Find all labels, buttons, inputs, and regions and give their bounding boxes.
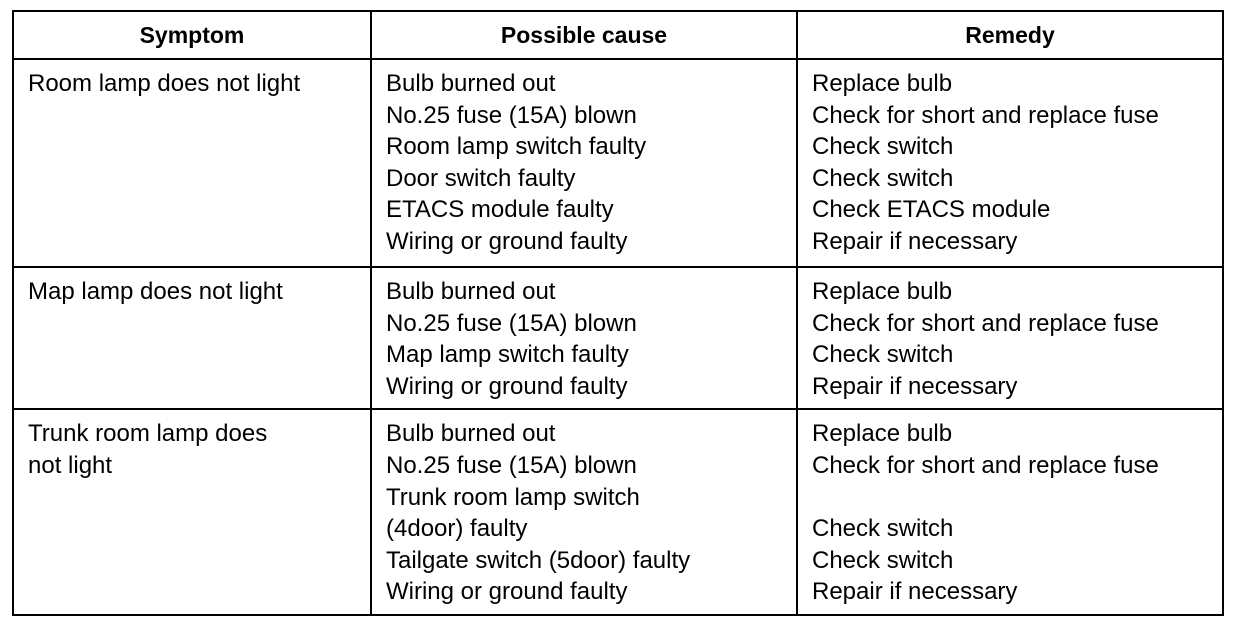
cause-item: No.25 fuse (15A) blown (386, 309, 637, 337)
remedy-item-blank (812, 482, 1210, 514)
cause-item: ETACS module faulty (386, 196, 614, 224)
cause-item: (4door) faulty (386, 515, 528, 543)
remedy-item: Check switch (812, 133, 954, 161)
cause-item: Wiring or ground faulty (386, 372, 628, 400)
remedy-cell (797, 409, 1223, 615)
cause-item: Bulb burned out (386, 420, 556, 448)
table-row-room-lamp (13, 59, 1223, 267)
remedy-item: Replace bulb (812, 70, 953, 97)
remedy-item: Check for short and replace fuse (812, 451, 1159, 479)
remedy-item: Repair if necessary (812, 227, 1018, 255)
remedy-cell (797, 59, 1223, 267)
symptom-text: Map lamp does not light (28, 278, 283, 305)
remedy-item: Check switch (812, 515, 954, 543)
cause-cell (371, 267, 797, 409)
remedy-item: Check switch (812, 546, 954, 574)
cause-item: Wiring or ground faulty (386, 227, 628, 255)
cause-item: Bulb burned out (386, 70, 556, 97)
cause-item: Room lamp switch faulty (386, 133, 647, 161)
cause-item: Door switch faulty (386, 164, 576, 192)
cause-item: Bulb burned out (386, 278, 556, 305)
table-row-map-lamp (13, 267, 1223, 409)
symptom-text: not light (28, 451, 113, 479)
header-remedy: Remedy (797, 11, 1223, 59)
remedy-item: Check switch (812, 341, 954, 369)
table-row-trunk-room-lamp (13, 409, 1223, 615)
cause-cell (371, 409, 797, 615)
symptom-text: Room lamp does not light (28, 70, 301, 97)
remedy-item: Repair if necessary (812, 372, 1018, 400)
remedy-item: Check switch (812, 164, 954, 192)
remedy-item: Repair if necessary (812, 578, 1018, 606)
troubleshooting-table (12, 10, 1224, 616)
cause-cell (371, 59, 797, 267)
remedy-item: Check for short and replace fuse (812, 101, 1159, 129)
cause-item: Map lamp switch faulty (386, 341, 629, 369)
cause-item: Tailgate switch (5door) faulty (386, 546, 691, 574)
symptom-cell (13, 59, 371, 267)
header-possible-cause: Possible cause (371, 11, 797, 59)
cause-item: Wiring or ground faulty (386, 578, 628, 606)
symptom-cell (13, 267, 371, 409)
remedy-item: Check for short and replace fuse (812, 309, 1159, 337)
symptom-text: Trunk room lamp does (28, 420, 268, 448)
remedy-item: Replace bulb (812, 420, 953, 448)
cause-item: No.25 fuse (15A) blown (386, 451, 637, 479)
remedy-cell (797, 267, 1223, 409)
remedy-item: Replace bulb (812, 278, 953, 305)
cause-item: No.25 fuse (15A) blown (386, 101, 637, 129)
symptom-cell (13, 409, 371, 615)
remedy-item: Check ETACS module (812, 196, 1051, 224)
cause-item: Trunk room lamp switch (386, 483, 640, 511)
header-row (13, 11, 1223, 59)
header-symptom: Symptom (13, 11, 371, 59)
